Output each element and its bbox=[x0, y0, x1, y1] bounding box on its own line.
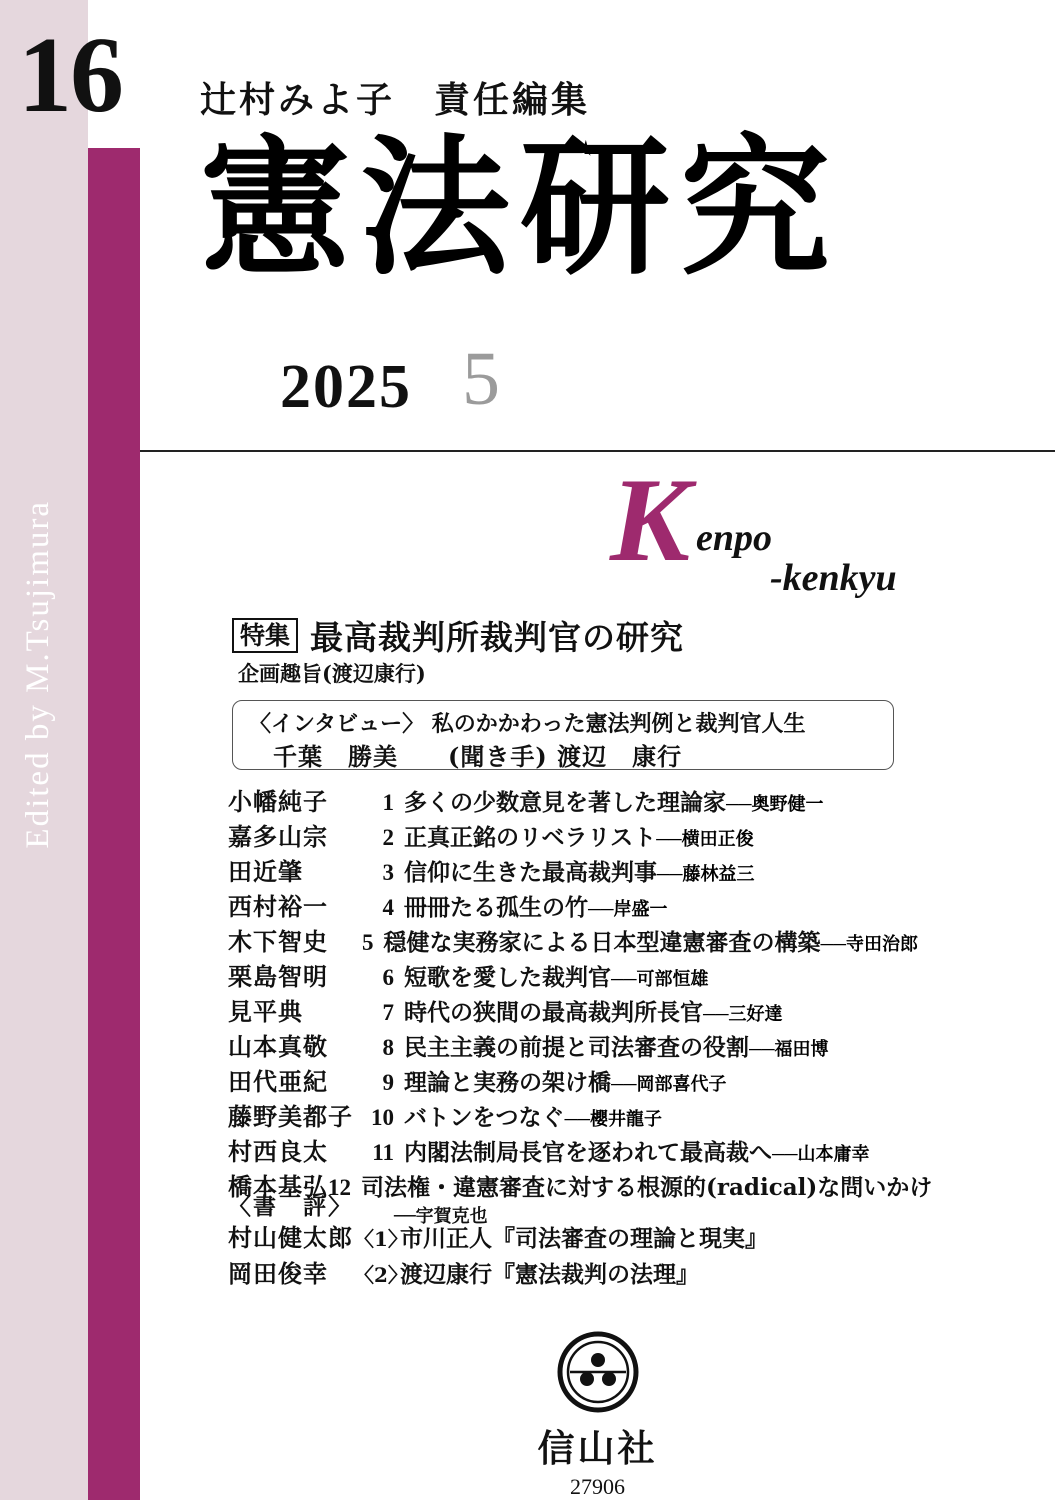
article-subject: ──岡部喜代子 bbox=[611, 1074, 727, 1094]
feature-tag: 特集 bbox=[232, 618, 298, 654]
article-subject: ──奥野健一 bbox=[726, 794, 824, 814]
publisher-code: 27906 bbox=[570, 1474, 625, 1499]
article-author: 木下智史 bbox=[228, 927, 328, 956]
article-number: 7 bbox=[382, 1000, 394, 1025]
article-row bbox=[228, 782, 918, 817]
interview-participants: 千葉 勝美 (聞き手) 渡辺 康行 bbox=[273, 742, 683, 771]
romanized-logo bbox=[600, 453, 930, 599]
article-subject: ──山本庸幸 bbox=[772, 1144, 870, 1164]
article-author: 田代亜紀 bbox=[228, 1067, 328, 1096]
article-row bbox=[228, 957, 918, 992]
article-row bbox=[228, 1097, 918, 1132]
feature-heading bbox=[232, 612, 684, 659]
issue-number: 16 bbox=[18, 16, 122, 135]
article-number: 3 bbox=[382, 860, 394, 885]
article-row bbox=[228, 992, 918, 1027]
feature-title: 最高裁判所裁判官の研究 bbox=[310, 618, 685, 657]
logo-part-two: -kenkyu bbox=[770, 557, 897, 599]
title-block bbox=[140, 0, 1055, 452]
article-title: 冊冊たる孤生の竹 bbox=[404, 894, 588, 921]
article-author: 見平典 bbox=[228, 997, 303, 1026]
issue-month: 5 bbox=[462, 337, 500, 421]
article-subject: ──岸盛一 bbox=[588, 899, 668, 919]
review-row bbox=[228, 1218, 918, 1254]
publisher-name: 信山社 bbox=[537, 1426, 658, 1470]
article-title: 司法権・違憲審査に対する根源的(radical)な問いかけ bbox=[361, 1174, 933, 1201]
article-subject: ──宇賀克也 bbox=[394, 1206, 488, 1227]
spine-magenta-band bbox=[88, 0, 140, 1500]
article-row bbox=[228, 852, 918, 887]
article-author: 藤野美都子 bbox=[228, 1102, 353, 1131]
page-title: 憲法研究 bbox=[200, 120, 841, 296]
article-number: 5 bbox=[361, 930, 374, 955]
review-number: 〈1〉 bbox=[354, 1227, 408, 1251]
article-author: 嘉多山宗 bbox=[228, 822, 328, 851]
logo-part-one: enpo bbox=[696, 517, 772, 559]
article-title: 多くの少数意見を著した理論家 bbox=[404, 789, 726, 816]
article-number: 6 bbox=[382, 965, 394, 990]
article-title: 短歌を愛した裁判官 bbox=[404, 964, 611, 991]
interview-box bbox=[232, 700, 894, 770]
article-author: 小幡純子 bbox=[228, 787, 328, 816]
article-list bbox=[228, 782, 933, 1232]
article-title: 民主主義の前提と司法審査の役割 bbox=[404, 1034, 749, 1061]
article-subject: ──可部恒雄 bbox=[611, 969, 709, 989]
article-author: 橋本基弘 bbox=[228, 1172, 328, 1201]
article-title: 信仰に生きた最高裁判事 bbox=[404, 859, 657, 886]
article-subject: ──櫻井龍子 bbox=[564, 1109, 663, 1129]
article-author: 村西良太 bbox=[228, 1137, 328, 1166]
article-title: バトンをつなぐ bbox=[404, 1104, 565, 1131]
edited-by-label: Edited by M.Tsujimura bbox=[20, 500, 56, 849]
article-title: 理論と実務の架け橋 bbox=[404, 1069, 611, 1096]
feature-plan-note: 企画趣旨(渡辺康行) bbox=[238, 661, 426, 686]
article-row bbox=[228, 1062, 918, 1097]
editor-credit: 辻村みよ子 責任編集 bbox=[200, 79, 591, 121]
review-title: 市川正人『司法審査の理論と現実』 bbox=[400, 1225, 768, 1252]
article-number: 1 bbox=[382, 790, 394, 815]
article-row bbox=[228, 1132, 918, 1167]
review-row bbox=[228, 1254, 918, 1290]
review-author: 岡田俊幸 bbox=[228, 1259, 328, 1288]
article-number: 8 bbox=[382, 1035, 394, 1060]
review-author: 村山健太郎 bbox=[228, 1223, 353, 1252]
review-number: 〈2〉 bbox=[354, 1263, 408, 1287]
article-subject: ──横田正俊 bbox=[656, 829, 754, 849]
logo-initial: K bbox=[610, 453, 691, 586]
review-list bbox=[228, 1218, 918, 1290]
article-subject: ──三好達 bbox=[703, 1004, 783, 1024]
article-number: 2 bbox=[382, 825, 394, 850]
article-subject: ──藤林益三 bbox=[657, 864, 755, 884]
article-title: 時代の狭間の最高裁判所長官 bbox=[404, 999, 703, 1026]
article-row bbox=[228, 887, 918, 922]
article-number: 9 bbox=[382, 1070, 394, 1095]
article-author: 山本真敬 bbox=[228, 1032, 328, 1061]
article-author: 田近肇 bbox=[228, 857, 303, 886]
publisher-logo-icon bbox=[556, 1330, 640, 1414]
article-title: 正真正銘のリベラリスト bbox=[404, 824, 657, 851]
article-subject: ──福田博 bbox=[749, 1039, 829, 1059]
article-number: 4 bbox=[382, 895, 394, 920]
article-row bbox=[228, 922, 918, 957]
publisher-block bbox=[140, 1330, 1055, 1500]
article-number: 12 bbox=[328, 1175, 351, 1200]
article-title: 穏健な実務家による日本型違憲審査の構築 bbox=[383, 929, 821, 956]
review-section-heading: 〈書 評〉 bbox=[228, 1193, 353, 1220]
article-subject: ──寺田治郎 bbox=[820, 934, 918, 954]
article-row bbox=[228, 1027, 918, 1062]
publication-year: 2025 bbox=[280, 353, 412, 421]
article-number: 11 bbox=[372, 1140, 394, 1165]
article-author: 栗島智明 bbox=[228, 962, 328, 991]
article-author: 西村裕一 bbox=[228, 892, 328, 921]
interview-title: 〈インタビュー〉 私のかかわった憲法判例と裁判官人生 bbox=[249, 711, 806, 737]
article-number: 10 bbox=[371, 1105, 394, 1130]
review-title: 渡辺康行『憲法裁判の法理』 bbox=[400, 1261, 699, 1288]
article-row bbox=[228, 817, 918, 852]
article-title: 内閣法制局長官を逐われて最高裁へ bbox=[404, 1139, 772, 1166]
